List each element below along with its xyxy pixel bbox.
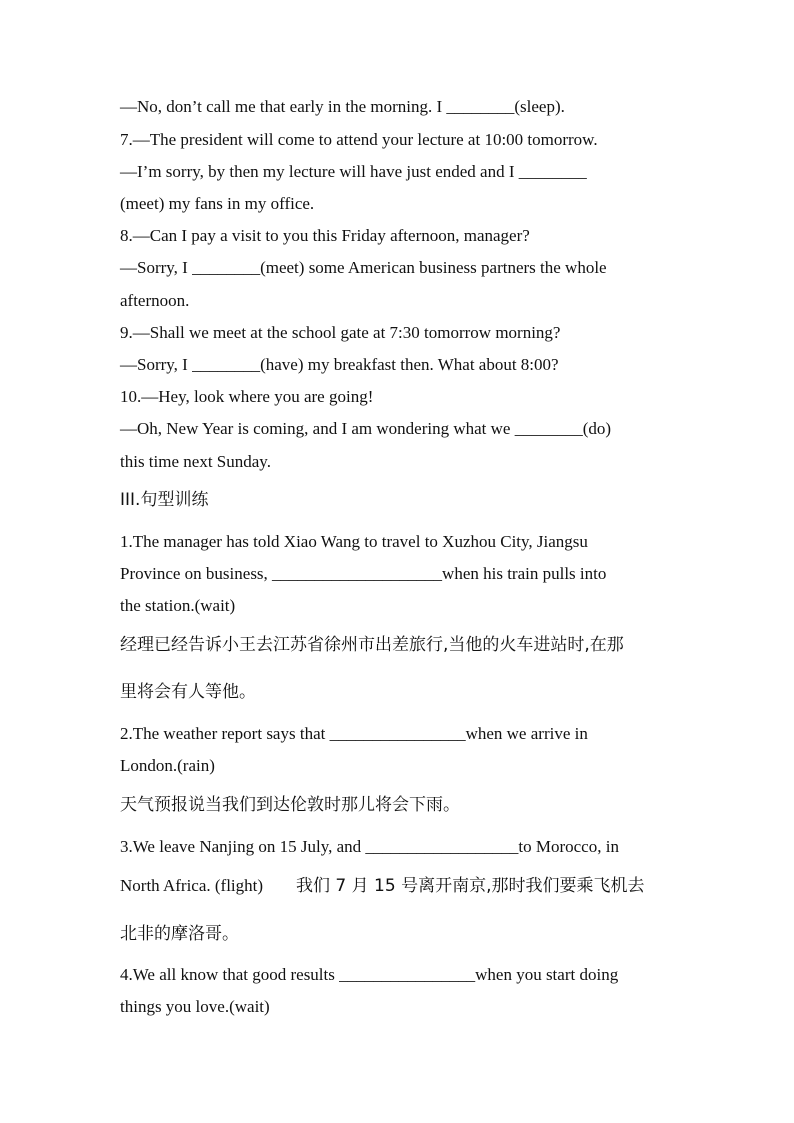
item7-question: 7.—The president will come to attend your lecture at 10:00 tomorrow. [120,130,598,149]
item9-answer: —Sorry, I ________(have) my breakfast then. What about 8:00? [120,355,559,374]
q3-chinese-line2: 北非的摩洛哥。 [120,924,239,944]
q4-english-line2: things you love.(wait) [120,997,270,1016]
item7-answer-line1: —I’m sorry, by then my lecture will have just ended and I ________ [120,162,587,181]
q1-english-line1: 1.The manager has told Xiao Wang to travel to Xuzhou City, Jiangsu [120,532,588,551]
q1-english-line2: Province on business, ____________________when his train pulls into [120,564,607,583]
q2-english-line2: London.(rain) [120,756,215,775]
q3-english-line1: 3.We leave Nanjing on 15 July, and __________________to Morocco, in [120,837,619,856]
q1-chinese-line2: 里将会有人等他。 [120,682,256,702]
item8-answer-line1: —Sorry, I ________(meet) some American business partners the whole [120,258,607,277]
item8-question: 8.—Can I pay a visit to you this Friday afternoon, manager? [120,226,530,245]
q4-english-line1: 4.We all know that good results ________________when you start doing [120,965,619,984]
q2-chinese: 天气预报说当我们到达伦敦时那儿将会下雨。 [120,795,460,815]
item10-answer-line2: this time next Sunday. [120,452,271,471]
item10-answer-line1: —Oh, New Year is coming, and I am wondering what we ________(do) [120,419,612,438]
item7-answer-line2: (meet) my fans in my office. [120,194,315,213]
section-heading-part3: III.句型训练 [120,490,209,510]
item6-answer-line: —No, don’t call me that early in the morning. I ________(sleep). [120,97,565,116]
q1-chinese-line1: 经理已经告诉小王去江苏省徐州市出差旅行,当他的火车进站时,在那 [120,635,624,655]
item9-question: 9.—Shall we meet at the school gate at 7:30 tomorrow morning? [120,323,561,342]
item10-question: 10.—Hey, look where you are going! [120,387,374,406]
q2-english-line1: 2.The weather report says that ________________when we arrive in [120,724,588,743]
q1-english-line3: the station.(wait) [120,596,236,615]
item8-answer-line2: afternoon. [120,291,190,310]
q3-english-line2: North Africa. (flight) [120,876,264,895]
q3-chinese-inline: 我们 7 月 15 号离开南京,那时我们要乘飞机去 [296,876,645,896]
